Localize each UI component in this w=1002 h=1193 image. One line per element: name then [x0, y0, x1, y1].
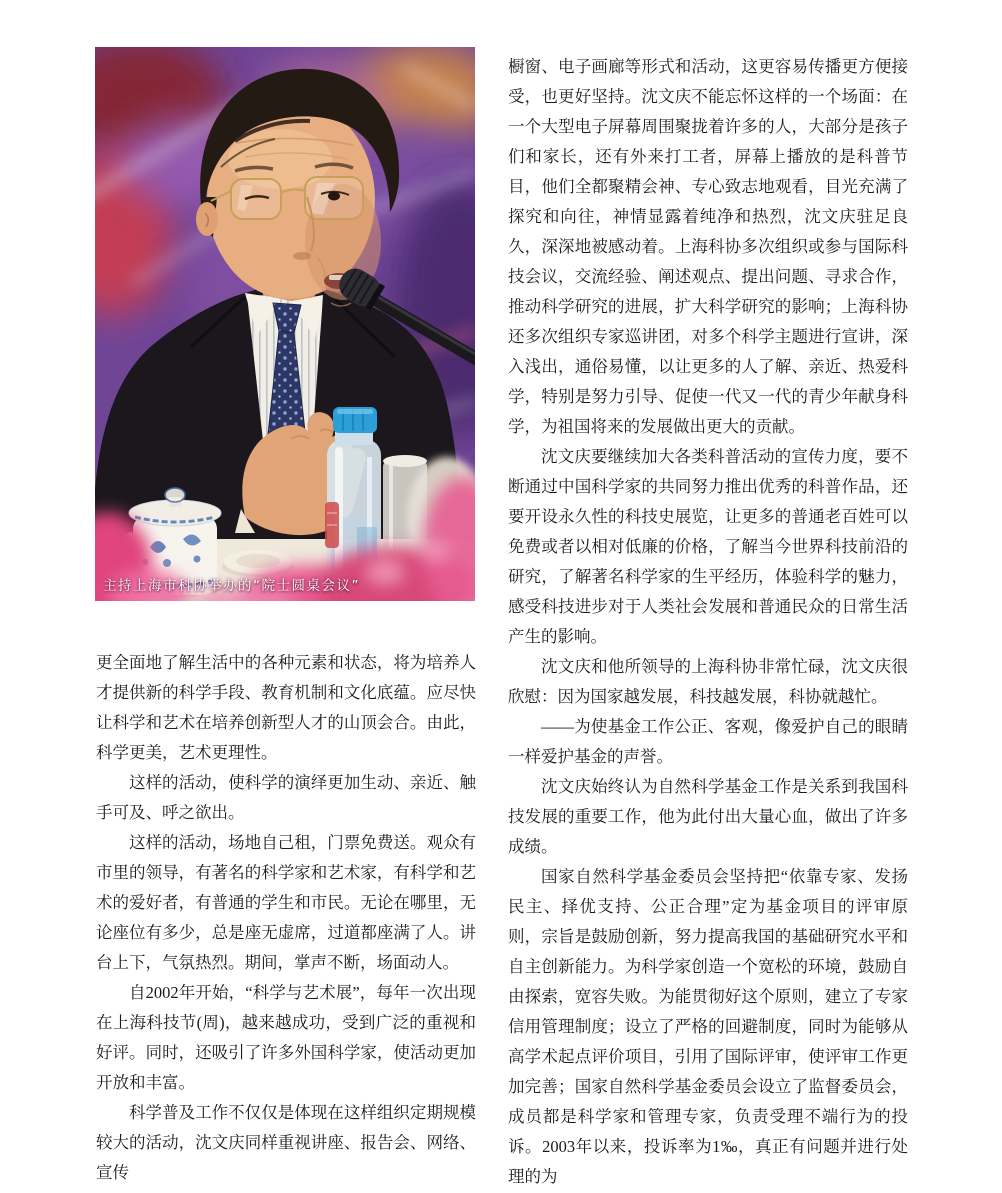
left-column: [96, 648, 476, 1188]
body-paragraph: 沈文庆要继续加大各类科普活动的宣传力度，要不断通过中国科学家的共同努力推出优秀的科普作品，还要开设永久性的科技史展览，让更多的普通老百姓可以免费或者以相对低廉的价格，了解当今世界科技前沿的研究，了解著名科学家的生平经历，体验科学的魅力，感受科技进步对于人类社会发展和普通民众的日常生活产生的影响。: [508, 447, 908, 646]
photo-caption: 主持上海市科协举办的“院士圆桌会议”: [103, 578, 360, 594]
right-column: [508, 52, 908, 1192]
photo-figure: [95, 47, 475, 601]
body-paragraph: 更全面地了解生活中的各种元素和状态，将为培养人才提供新的科学手段、教育机制和文化底蕴。应尽快让科学和艺术在培养创新型人才的山顶会合。由此，科学更美，艺术更理性。: [96, 653, 476, 762]
ear-shape: [196, 202, 218, 236]
body-paragraph: 沈文庆和他所领导的上海科协非常忙碌，沈文庆很欣慰：因为国家越发展，科技越发展，科协就越忙。: [508, 657, 908, 706]
body-paragraph: 沈文庆始终认为自然科学基金工作是关系到我国科技发展的重要工作，他为此付出大量心血，做出了许多成绩。: [508, 777, 908, 856]
body-paragraph: 这样的活动，使科学的演绎更加生动、亲近、触手可及、呼之欲出。: [96, 773, 476, 822]
body-paragraph: 科学普及工作不仅仅是体现在这样组织定期规模较大的活动，沈文庆同样重视讲座、报告会、网络、宣传: [96, 1103, 476, 1182]
body-paragraph: 国家自然科学基金委员会坚持把“依靠专家、发扬民主、择优支持、公正合理”定为基金项目的评审原则，宗旨是鼓励创新，努力提高我国的基础研究水平和自主创新能力。为科学家创造一个宽松的环境，鼓励自由探索，宽容失败。为能贯彻好这个原则，建立了专家信用管理制度；设立了严格的回避制度，同时为能够从高学术起点评价项目，引用了国际评审，使评审工作更加完善；国家自然科学基金委员会设立了监督委员会，成员都是科学家和管理专家，负责受理不端行为的投诉。2003年以来，投诉率为1‰，真正有问题并进行处理的为: [508, 867, 908, 1186]
body-paragraph: 这样的活动，场地自己租，门票免费送。观众有市里的领导，有著名的科学家和艺术家，有科学和艺术的爱好者，有普通的学生和市民。无论在哪里，无论座位有多少，总是座无虚席，过道都座满了人。讲台上下，气氛热烈。期间，掌声不断，场面动人。: [96, 833, 476, 972]
body-paragraph: 自2002年开始，“科学与艺术展”，每年一次出现在上海科技节(周)，越来越成功，受到广泛的重视和好评。同时，还吸引了许多外国科学家，使活动更加开放和丰富。: [96, 983, 476, 1092]
body-paragraph: 橱窗、电子画廊等形式和活动，这更容易传播更方便接受，也更好坚持。沈文庆不能忘怀这样的一个场面：在一个大型电子屏幕周围聚拢着许多的人，大部分是孩子们和家长，还有外来打工者，屏幕上播放的是科普节目，他们全都聚精会神、专心致志地观看，目光充满了探究和向往，神情显露着纯净和热烈，沈文庆驻足良久，深深地被感动着。上海科协多次组织或参与国际科技会议，交流经验、阐述观点、提出问题、寻求合作，推动科学研究的进展，扩大科学研究的影响；上海科协还多次组织专家巡讲团，对多个科学主题进行宣讲，深入浅出，通俗易懂，以让更多的人了解、亲近、热爱科学，特别是努力引导、促使一代又一代的青少年献身科学，为祖国将来的发展做出更大的贡献。: [508, 57, 908, 436]
body-paragraph: ——为使基金工作公正、客观，像爱护自己的眼睛一样爱护基金的声誉。: [508, 717, 908, 766]
drinking-glass-shape: [383, 455, 427, 555]
portrait-illustration: [95, 47, 475, 601]
